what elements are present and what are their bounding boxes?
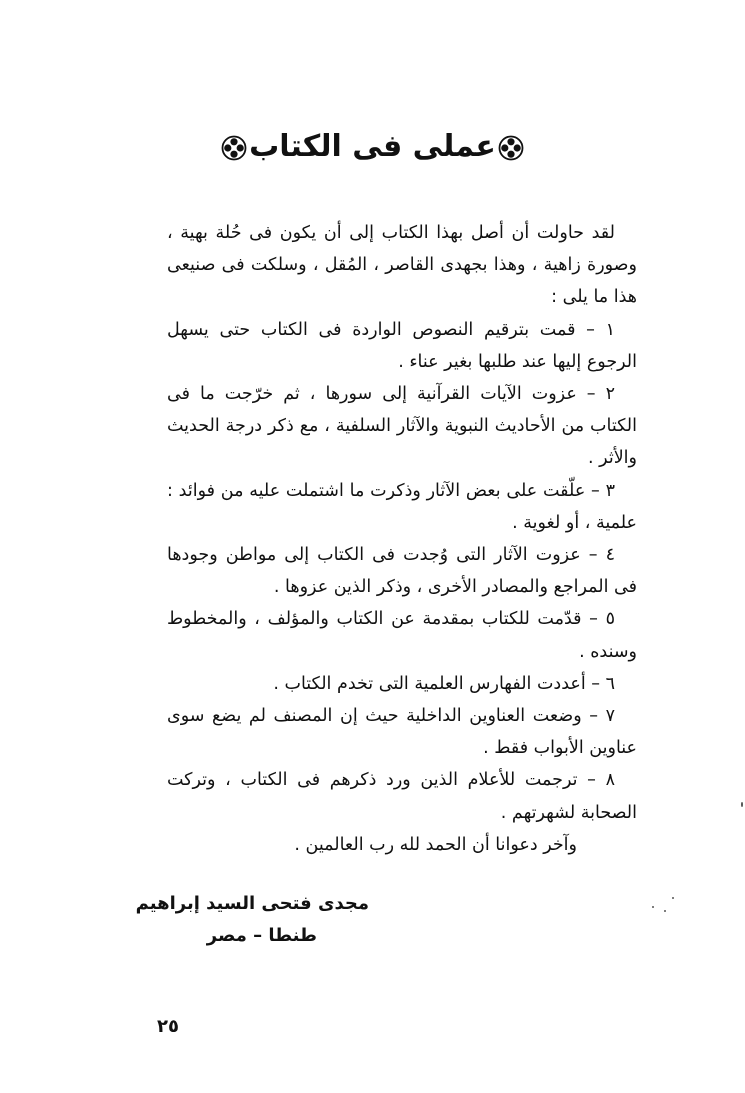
closing-line: وآخر دعوانا أن الحمد لله رب العالمين . (294, 834, 577, 855)
author-signature (136, 888, 369, 952)
scan-speck (672, 897, 674, 899)
list-item: ٢ – عزوت الآيات القرآنية إلى سورها ، ثم خرّجت ما فى الكتاب من الأحاديث النبوية والآثار السلفية ، مع ذكر درجة الحديث والأثر . (167, 384, 637, 469)
list-item: ٧ – وضعت العناوين الداخلية حيث إن المصنف لم يضع سوى عناوين الأبواب فقط . (167, 706, 637, 759)
page-title (0, 122, 745, 172)
page-number: ٢٥ (157, 1016, 179, 1037)
list-item: ١ – قمت بترقيم النصوص الواردة فى الكتاب حتى يسهل الرجوع إليها عند طلبها بغير عناء . (167, 319, 637, 372)
body-text (167, 217, 637, 861)
list-item: ٤ – عزوت الآثار التى وُجدت فى الكتاب إلى مواطن وجودها فى المراجع والمصادر الأخرى ، وذكر الذين عزوها . (167, 545, 637, 598)
intro-paragraph: لقد حاولت أن أصل بهذا الكتاب إلى أن يكون فى حُلة بهية ، وصورة زاهية ، وهذا بجهدى القاصر ، المُقل ، وسلكت فى صنيعى هذا ما يلى : (167, 223, 637, 308)
scan-speck (741, 802, 743, 807)
author-place: طنطا – مصر (206, 925, 317, 946)
scan-speck (652, 906, 654, 908)
list-item: ٨ – ترجمت للأعلام الذين ورد ذكرهم فى الكتاب ، وتركت الصحابة لشهرتهم . (167, 770, 637, 823)
page-title-text: عملى فى الكتاب (249, 129, 496, 164)
flower-rosette-icon (498, 135, 524, 161)
list-item: ٥ – قدّمت للكتاب بمقدمة عن الكتاب والمؤلف ، والمخطوط وسنده . (167, 609, 637, 662)
list-item: ٦ – أعددت الفهارس العلمية التى تخدم الكتاب . (273, 673, 615, 694)
list-item: ٣ – علّقت على بعض الآثار وذكرت ما اشتملت عليه من فوائد : علمية ، أو لغوية . (167, 480, 637, 533)
flower-rosette-icon (221, 135, 247, 161)
author-name: مجدى فتحى السيد إبراهيم (135, 893, 369, 914)
scan-speck (664, 910, 666, 912)
